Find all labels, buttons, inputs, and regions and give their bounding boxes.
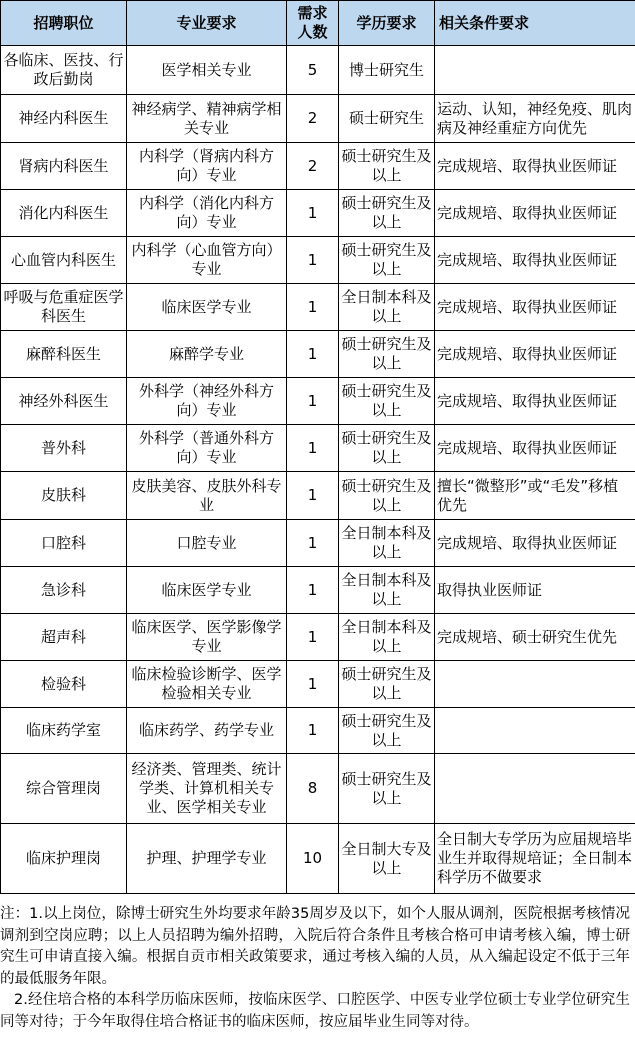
table-row <box>1 190 635 237</box>
cell-education: 全日制本科及以上 <box>339 284 435 331</box>
table-row <box>1 46 635 95</box>
table-row <box>1 661 635 708</box>
cell-conditions: 完成规培、硕士研究生优先 <box>435 614 635 661</box>
cell-education: 全日制本科及以上 <box>339 614 435 661</box>
cell-conditions: 运动、认知，神经免疫、肌肉病及神经重症方向优先 <box>435 95 635 143</box>
cell-count: 1 <box>287 284 339 331</box>
cell-position: 口腔科 <box>1 520 127 567</box>
cell-education: 博士研究生 <box>339 46 435 95</box>
cell-major: 口腔专业 <box>127 520 287 567</box>
cell-position: 神经外科医生 <box>1 378 127 425</box>
table-row <box>1 425 635 472</box>
cell-major: 临床药学、药学专业 <box>127 708 287 754</box>
cell-count: 1 <box>287 190 339 237</box>
cell-count: 1 <box>287 708 339 754</box>
cell-major: 外科学（神经外科方向）专业 <box>127 378 287 425</box>
cell-major: 外科学（普通外科方向）专业 <box>127 425 287 472</box>
note-1: 注：1.以上岗位，除博士研究生外均要求年龄35周岁及以下，如个人服从调剂，医院根据考核情况调剂到空岗应聘；以上人员招聘为编外招聘，入院后符合条件且考核合格可申请考核入编，博士研究生可申请直接入编。根据自贡市相关政策要求，通过考核入编的人员，从入编起设定不低于三年的最低服务年限。 <box>0 906 630 987</box>
cell-count: 1 <box>287 237 339 284</box>
cell-education: 硕士研究生及以上 <box>339 425 435 472</box>
table-row <box>1 284 635 331</box>
cell-count: 2 <box>287 143 339 190</box>
cell-education: 硕士研究生及以上 <box>339 378 435 425</box>
cell-education: 全日制大专及以上 <box>339 824 435 894</box>
cell-position: 肾病内科医生 <box>1 143 127 190</box>
cell-education: 硕士研究生及以上 <box>339 190 435 237</box>
cell-conditions: 完成规培、取得执业医师证 <box>435 237 635 284</box>
cell-major: 内科学（心血管方向）专业 <box>127 237 287 284</box>
cell-count: 2 <box>287 95 339 143</box>
header-position: 招聘职位 <box>1 1 127 46</box>
cell-education: 硕士研究生及以上 <box>339 143 435 190</box>
cell-conditions: 完成规培、取得执业医师证 <box>435 143 635 190</box>
cell-major: 内科学（消化内科方向）专业 <box>127 190 287 237</box>
table-row <box>1 614 635 661</box>
cell-conditions: 取得执业医师证 <box>435 567 635 614</box>
cell-conditions: 完成规培、取得执业医师证 <box>435 190 635 237</box>
cell-count: 8 <box>287 754 339 824</box>
cell-position: 普外科 <box>1 425 127 472</box>
cell-education: 全日制本科及以上 <box>339 520 435 567</box>
cell-conditions: 完成规培、取得执业医师证 <box>435 378 635 425</box>
cell-education: 硕士研究生 <box>339 95 435 143</box>
cell-position: 临床护理岗 <box>1 824 127 894</box>
notes-section <box>0 904 630 1033</box>
cell-major: 护理、护理学专业 <box>127 824 287 894</box>
cell-education: 硕士研究生及以上 <box>339 708 435 754</box>
cell-major: 医学相关专业 <box>127 46 287 95</box>
table-row <box>1 567 635 614</box>
cell-position: 神经内科医生 <box>1 95 127 143</box>
cell-position: 麻醉科医生 <box>1 331 127 378</box>
table-body <box>1 46 635 894</box>
cell-position: 临床药学室 <box>1 708 127 754</box>
cell-count: 1 <box>287 567 339 614</box>
table-row <box>1 143 635 190</box>
cell-count: 1 <box>287 520 339 567</box>
cell-position: 超声科 <box>1 614 127 661</box>
cell-count: 5 <box>287 46 339 95</box>
cell-count: 1 <box>287 425 339 472</box>
cell-education: 硕士研究生及以上 <box>339 237 435 284</box>
table-row <box>1 95 635 143</box>
cell-conditions <box>435 708 635 754</box>
cell-major: 皮肤美容、皮肤外科专业 <box>127 472 287 520</box>
header-count-line1: 需求 <box>297 4 328 22</box>
cell-conditions <box>435 754 635 824</box>
cell-major: 临床检验诊断学、医学检验相关专业 <box>127 661 287 708</box>
header-count-line2: 人数 <box>297 23 328 41</box>
cell-position: 急诊科 <box>1 567 127 614</box>
cell-count: 1 <box>287 378 339 425</box>
cell-major: 神经病学、精神病学相关专业 <box>127 95 287 143</box>
cell-conditions: 完成规培、取得执业医师证 <box>435 425 635 472</box>
cell-count: 1 <box>287 331 339 378</box>
cell-conditions: 完成规培、取得执业医师证 <box>435 284 635 331</box>
header-education: 学历要求 <box>339 1 435 46</box>
cell-position: 心血管内科医生 <box>1 237 127 284</box>
cell-conditions <box>435 46 635 95</box>
table-row <box>1 472 635 520</box>
cell-count: 1 <box>287 661 339 708</box>
cell-count: 10 <box>287 824 339 894</box>
cell-education: 硕士研究生及以上 <box>339 661 435 708</box>
table-row <box>1 824 635 894</box>
header-major: 专业要求 <box>127 1 287 46</box>
table-row <box>1 708 635 754</box>
cell-education: 硕士研究生及以上 <box>339 754 435 824</box>
cell-major: 麻醉学专业 <box>127 331 287 378</box>
header-count <box>287 1 339 46</box>
cell-count: 1 <box>287 472 339 520</box>
cell-position: 皮肤科 <box>1 472 127 520</box>
cell-major: 临床医学专业 <box>127 284 287 331</box>
cell-conditions: 完成规培、取得执业医师证 <box>435 520 635 567</box>
cell-position: 消化内科医生 <box>1 190 127 237</box>
cell-conditions: 完成规培、取得执业医师证 <box>435 331 635 378</box>
cell-conditions: 全日制大专学历为应届规培毕业生并取得规培证；全日制本科学历不做要求 <box>435 824 635 894</box>
note-2: 2.经住培合格的本科学历临床医师，按临床医学、口腔医学、中医专业学位硕士专业学位研究生同等对待；于今年取得住培合格证书的临床医师，按应届毕业生同等对待。 <box>0 992 630 1030</box>
cell-education: 硕士研究生及以上 <box>339 472 435 520</box>
cell-major: 经济类、管理类、统计学类、计算机相关专业、医学相关专业 <box>127 754 287 824</box>
table-row <box>1 378 635 425</box>
cell-conditions: 擅长“微整形”或“毛发”移植优先 <box>435 472 635 520</box>
table-header-row <box>1 1 635 46</box>
cell-major: 内科学（肾病内科方向）专业 <box>127 143 287 190</box>
header-conditions: 相关条件要求 <box>435 1 635 46</box>
table-row <box>1 754 635 824</box>
cell-major: 临床医学专业 <box>127 567 287 614</box>
cell-conditions <box>435 661 635 708</box>
table-row <box>1 237 635 284</box>
cell-education: 全日制本科及以上 <box>339 567 435 614</box>
cell-position: 呼吸与危重症医学科医生 <box>1 284 127 331</box>
table-row <box>1 520 635 567</box>
cell-major: 临床医学、医学影像学专业 <box>127 614 287 661</box>
cell-position: 综合管理岗 <box>1 754 127 824</box>
table-row <box>1 331 635 378</box>
cell-count: 1 <box>287 614 339 661</box>
cell-position: 检验科 <box>1 661 127 708</box>
cell-position: 各临床、医技、行政后勤岗 <box>1 46 127 95</box>
cell-education: 硕士研究生及以上 <box>339 331 435 378</box>
